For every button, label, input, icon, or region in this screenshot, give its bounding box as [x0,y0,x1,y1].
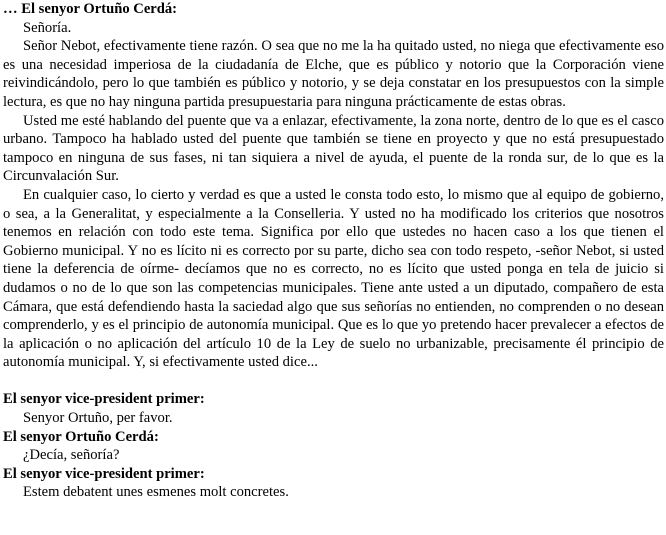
speech-paragraph: Usted me esté hablando del puente que va a enlazar, efectivamente, la zona norte, dentro de lo que es el casco urbano. Tampoco ha hablado usted del puente que también se tiene en proyecto y que no está presupuestado tampoco en ninguna de sus fases, ni tan siquiera a nivel de ayuda, el puente de la ronda sur, de lo que es la Circunvalación Sur. [3,112,664,185]
paragraph-gap [3,372,664,391]
speech-paragraph: Estem debatent unes esmenes molt concretes. [23,484,289,501]
speech-paragraph: En cualquier caso, lo cierto y verdad es que a usted le consta todo esto, lo mismo que al equipo de gobierno, o sea, a la Generalitat, y especialmente a la Conselleria. Y usted no ha modificado los criterios que nosotros tenemos en relación con todo este tema. Significa por ello que ustedes no hacen caso a los que tienen el Gobierno municipal. Y no es lícito ni es correcto por su parte, dicho sea con todo respeto, -señor Nebot, si usted tiene la deferencia de oírme- decíamos que no es correcto, no es lícito que usted ponga en tela de juicio si dudamos o no de lo que son las competencias municipales. Tiene ante usted a un diputado, compañero de esta Cámara, que está defendiendo hasta la saciedad algo que sus señorías no entienden, no comprenden o no desean comprenderlo, y es el principio de autonomía municipal. Que es lo que yo pretendo hacer prevalecer a efectos de la aplicación o no aplicación del artículo 10 de la Ley de suelo no urbanizable, precisamente él principio de autonomía municipal. Y, si efectivamente usted dice... [3,186,664,371]
speech-paragraph: Senyor Ortuño, per favor. [23,410,173,427]
transcript-document [3,0,664,502]
speech-paragraph: Señor Nebot, efectivamente tiene razón. O sea que no me la ha quitado usted, no niega que efectivamente eso es una necesidad imperiosa de la ciudadanía de Elche, que es público y notorio que la Corporación viene reivindicándolo, pero lo que también es público y notorio, y se deja constatar en los presupuestos con la simple lectura, es que no hay ninguna partida presupuestaria para ninguna prácticamente de estas obras. [3,38,664,110]
speaker-ortuno-heading: El senyor Ortuño Cerdá: [3,428,159,445]
speech-paragraph: ¿Decía, señoría? [23,447,120,464]
speaker-vicepresident-heading: El senyor vice-president primer: [3,391,205,408]
speaker-ortuno-heading: … El senyor Ortuño Cerdá: [3,1,178,17]
speaker-vicepresident-heading: El senyor vice-president primer: [3,465,205,482]
speech-paragraph: Señoría. [23,19,72,36]
